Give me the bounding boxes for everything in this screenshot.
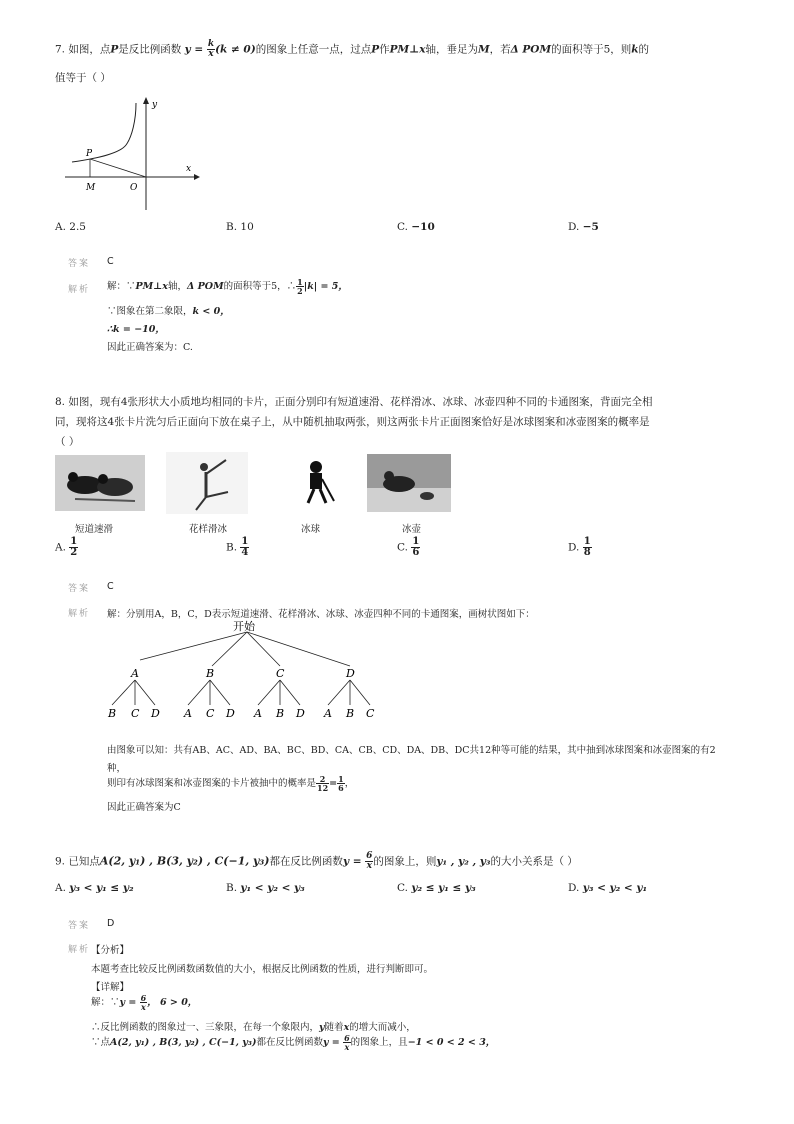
q9-solution-line6: ∵点A(2, y₁) , B(3, y₂) , C(−1, y₃)都在反比例函数y = $\frac{6}{x}$ 的图象上，且−1 < 0 < 2 < 3，	[91, 1033, 496, 1052]
q7-solution-line4: 因此正确答案为：C.	[107, 342, 193, 353]
curling-image	[367, 454, 451, 512]
tree-leaf: B	[276, 707, 285, 720]
q9-solution-line4: 解：∵y = $\frac{6}{x}$ ， 6 > 0，	[91, 993, 198, 1012]
x-axis-arrow	[194, 174, 200, 180]
q7-option-c: C. −10	[397, 221, 435, 233]
q9-solution-heading-analysis: 【分析】	[91, 945, 130, 956]
q7-stem-line2: 值等于（ ）	[55, 72, 111, 84]
y-label: y	[152, 100, 158, 110]
q8-solution-line1: 解：分别用A，B，C，D表示短道速滑、花样滑冰、冰球、冰壶四种不同的卡通图案，画树状图如下：	[107, 609, 535, 620]
q7-answer: C	[107, 256, 114, 267]
q7-option-d: D. −5	[568, 221, 599, 233]
tree-leaf: B	[108, 707, 117, 720]
tree-leaf: B	[346, 707, 355, 720]
caption-ice-hockey: 冰球	[301, 524, 321, 535]
tree-leaf: D	[151, 707, 160, 720]
q9-stem: 9. 已知点A(2, y₁) , B(3, y₂) , C(−1, y₃)都在反比例函数y = $\frac{6}{x}$ 的图象上，则y₁ , y₂ , y₃的大小关系是（ ）	[55, 851, 578, 871]
q8-option-c: C. $\frac{1}{6}$	[397, 536, 420, 558]
segment-po	[90, 159, 146, 177]
short-track-image	[55, 455, 145, 511]
q8-option-d: D. $\frac{1}{8}$	[568, 536, 591, 558]
q9-option-a: A. y₃ < y₁ ≤ y₂	[55, 882, 134, 894]
q8-stem-line3: （ ）	[55, 436, 80, 448]
q7-analysis-tag: 解析	[68, 285, 91, 295]
tree-root: 开始	[233, 620, 255, 633]
caption-curling: 冰壶	[402, 524, 422, 535]
caption-short-track: 短道速滑	[75, 524, 114, 535]
q7-option-a: A. 2.5	[55, 221, 86, 233]
q8-answer: C	[107, 581, 114, 592]
q7-stem-line1: 7. 如图，点P是反比例函数 y = $\frac{k}{x}$ (k ≠ 0)的图象上任意一点，过点P作PM⊥x轴，垂足为M，若Δ POM的面积等于5，则k的	[55, 39, 650, 59]
q9-option-d: D. y₃ < y₂ < y₁	[568, 882, 648, 894]
q8-solution-line4: 则印有冰球图案和冰壶图案的卡片被抽中的概率是 $\frac{2}{12}$ = $\frac{1}{6}$ ，	[107, 774, 355, 793]
tree-leaf: A	[324, 707, 332, 720]
q8-option-b: B. $\frac{1}{4}$	[226, 536, 249, 558]
q9-analysis-tag: 解析	[68, 945, 91, 955]
tree-leaf: C	[206, 707, 215, 720]
tree-leaf: A	[184, 707, 192, 720]
q9-option-c: C. y₂ ≤ y₁ ≤ y₃	[397, 882, 476, 894]
q9-solution-line5: ∴反比例函数的图象过一、三象限，在每一个象限内，y随着x的增大而减小，	[91, 1022, 416, 1033]
tree-node-a: A	[131, 667, 139, 680]
tree-leaf: D	[296, 707, 305, 720]
q8-solution-line2: 由图象可以知：共有AB、AC、AD、BA、BC、BD、CA、CB、CD、DA、DB、DC共12种等可能的结果，其中抽到冰球图案和冰壶图案的有2	[107, 745, 716, 756]
caption-figure-skating: 花样滑冰	[189, 524, 228, 535]
tree-leaf: C	[366, 707, 375, 720]
q8-stem-line2: 同，现将这4张卡片洗匀后正面向下放在桌子上，从中随机抽取两张，则这两张卡片正面图案恰好是冰球图案和冰壶图案的概率是	[55, 416, 650, 428]
q7-solution-line3: ∴k = −10，	[107, 324, 165, 335]
q8-analysis-tag: 解析	[68, 609, 91, 619]
q8-solution-line5: 因此正确答案为C	[107, 802, 181, 813]
tree-leaf: D	[226, 707, 235, 720]
figure-skating-image	[166, 452, 248, 514]
q9-answer-tag: 答案	[68, 921, 91, 931]
o-label: O	[130, 183, 138, 193]
ice-hockey-image	[288, 455, 344, 511]
q7-solution-line2: ∵图象在第二象限，k < 0，	[107, 306, 230, 317]
hyperbola-curve	[72, 103, 136, 162]
tree-leaf: C	[131, 707, 140, 720]
tree-node-d: D	[346, 667, 355, 680]
q7-solution-line1: 解：∵PM⊥x轴，Δ POM的面积等于5，∴ $\frac{1}{2}$ |k| = 5，	[107, 277, 348, 296]
q7-option-b: B. 10	[226, 221, 254, 233]
q8-option-a: A. $\frac{1}{2}$	[55, 536, 78, 558]
q7-answer-tag: 答案	[68, 259, 91, 269]
q8-tree-diagram	[100, 618, 390, 722]
q9-option-b: B. y₁ < y₂ < y₃	[226, 882, 305, 894]
p-label: P	[86, 149, 93, 159]
q8-answer-tag: 答案	[68, 584, 91, 594]
m-label: M	[86, 183, 96, 193]
tree-node-b: B	[206, 667, 215, 680]
tree-leaf: A	[254, 707, 262, 720]
x-label: x	[186, 164, 192, 174]
y-axis-arrow	[143, 97, 149, 104]
q8-stem-line1: 8. 如图，现有4张形状大小质地均相同的卡片，正面分别印有短道速滑、花样滑冰、冰球、冰壶四种不同的卡通图案，背面完全相	[55, 396, 653, 408]
q9-solution-heading-detail: 【详解】	[91, 982, 130, 993]
q7-graph	[60, 95, 200, 213]
q9-solution-line2: 本题考查比较反比例函数函数值的大小，根据反比例函数的性质，进行判断即可。	[91, 964, 434, 975]
q8-solution-line3: 种，	[107, 763, 127, 774]
q9-answer: D	[107, 918, 115, 929]
tree-node-c: C	[276, 667, 285, 680]
